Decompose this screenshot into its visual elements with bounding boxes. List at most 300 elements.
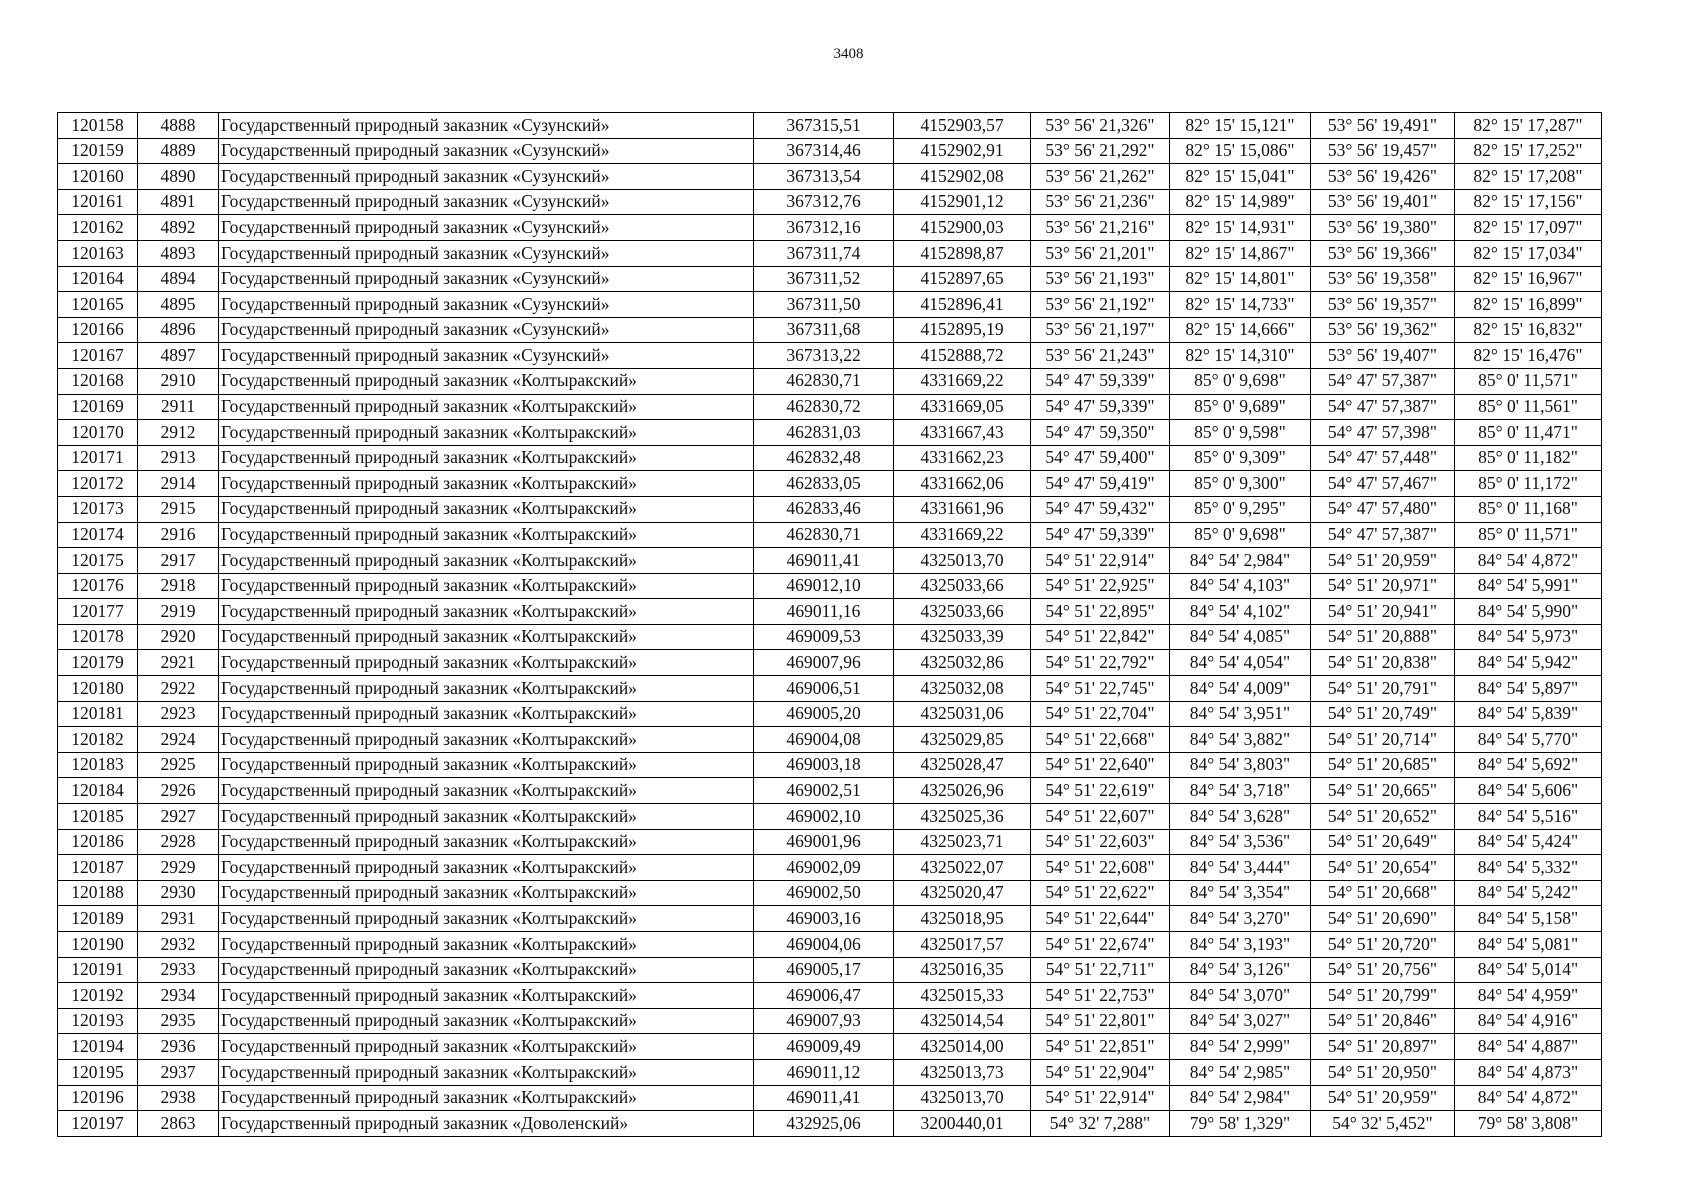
table-row [58,445,1602,471]
latitude-2-cell: 54° 51' 20,654" [1311,855,1455,881]
longitude-1-cell: 84° 54' 3,354" [1170,880,1311,906]
latitude-1-cell: 54° 51' 22,914" [1031,1085,1170,1111]
row-number-cell: 120160 [58,164,138,190]
latitude-1-cell: 54° 51' 22,640" [1031,752,1170,778]
row-number-cell: 120162 [58,215,138,241]
table-row [58,189,1602,215]
longitude-2-cell: 84° 54' 5,973" [1455,624,1602,650]
table-row [58,343,1602,369]
longitude-1-cell: 85° 0' 9,698" [1170,522,1311,548]
y-coordinate-cell: 4325023,71 [894,829,1031,855]
longitude-1-cell: 84° 54' 2,999" [1170,1034,1311,1060]
row-number-cell: 120191 [58,957,138,983]
y-coordinate-cell: 3200440,01 [894,1111,1031,1137]
y-coordinate-cell: 4325033,66 [894,573,1031,599]
table-body [58,113,1602,1137]
latitude-1-cell: 54° 47' 59,339" [1031,522,1170,548]
point-number-cell: 2917 [138,548,219,574]
table-row [58,292,1602,318]
latitude-1-cell: 54° 47' 59,419" [1031,471,1170,497]
latitude-1-cell: 54° 51' 22,895" [1031,599,1170,625]
latitude-1-cell: 54° 51' 22,711" [1031,957,1170,983]
table-row [58,573,1602,599]
y-coordinate-cell: 4325018,95 [894,906,1031,932]
reserve-name-cell: Государственный природный заказник «Колтыракский» [219,906,754,932]
latitude-2-cell: 54° 47' 57,467" [1311,471,1455,497]
latitude-1-cell: 54° 51' 22,619" [1031,778,1170,804]
longitude-1-cell: 85° 0' 9,295" [1170,496,1311,522]
x-coordinate-cell: 469011,16 [754,599,894,625]
y-coordinate-cell: 4152895,19 [894,317,1031,343]
latitude-1-cell: 54° 51' 22,851" [1031,1034,1170,1060]
longitude-1-cell: 84° 54' 3,070" [1170,983,1311,1009]
reserve-name-cell: Государственный природный заказник «Колтыракский» [219,880,754,906]
reserve-name-cell: Государственный природный заказник «Колтыракский» [219,624,754,650]
latitude-2-cell: 54° 51' 20,649" [1311,829,1455,855]
table-row [58,829,1602,855]
reserve-name-cell: Государственный природный заказник «Сузунский» [219,266,754,292]
x-coordinate-cell: 469005,20 [754,701,894,727]
y-coordinate-cell: 4325026,96 [894,778,1031,804]
latitude-2-cell: 54° 47' 57,448" [1311,445,1455,471]
row-number-cell: 120164 [58,266,138,292]
latitude-2-cell: 54° 51' 20,941" [1311,599,1455,625]
longitude-2-cell: 84° 54' 5,990" [1455,599,1602,625]
longitude-1-cell: 84° 54' 3,444" [1170,855,1311,881]
longitude-1-cell: 82° 15' 14,989" [1170,189,1311,215]
row-number-cell: 120165 [58,292,138,318]
longitude-2-cell: 82° 15' 17,287" [1455,113,1602,139]
latitude-2-cell: 54° 51' 20,714" [1311,727,1455,753]
latitude-2-cell: 54° 51' 20,791" [1311,676,1455,702]
longitude-1-cell: 85° 0' 9,309" [1170,445,1311,471]
x-coordinate-cell: 462830,71 [754,368,894,394]
longitude-1-cell: 84° 54' 3,803" [1170,752,1311,778]
latitude-1-cell: 54° 51' 22,914" [1031,548,1170,574]
x-coordinate-cell: 462831,03 [754,420,894,446]
point-number-cell: 4894 [138,266,219,292]
table-row [58,906,1602,932]
row-number-cell: 120184 [58,778,138,804]
y-coordinate-cell: 4325014,54 [894,1008,1031,1034]
row-number-cell: 120168 [58,368,138,394]
row-number-cell: 120181 [58,701,138,727]
reserve-name-cell: Государственный природный заказник «Колтыракский» [219,573,754,599]
y-coordinate-cell: 4325014,00 [894,1034,1031,1060]
longitude-1-cell: 85° 0' 9,698" [1170,368,1311,394]
row-number-cell: 120186 [58,829,138,855]
x-coordinate-cell: 469011,12 [754,1059,894,1085]
longitude-2-cell: 82° 15' 16,476" [1455,343,1602,369]
x-coordinate-cell: 469006,47 [754,983,894,1009]
y-coordinate-cell: 4331661,96 [894,496,1031,522]
point-number-cell: 2933 [138,957,219,983]
table-row [58,752,1602,778]
longitude-2-cell: 82° 15' 17,252" [1455,138,1602,164]
latitude-1-cell: 54° 47' 59,350" [1031,420,1170,446]
table-row [58,727,1602,753]
row-number-cell: 120187 [58,855,138,881]
y-coordinate-cell: 4331662,23 [894,445,1031,471]
longitude-1-cell: 82° 15' 14,931" [1170,215,1311,241]
reserve-name-cell: Государственный природный заказник «Колтыракский» [219,778,754,804]
point-number-cell: 2919 [138,599,219,625]
point-number-cell: 4893 [138,240,219,266]
longitude-1-cell: 84° 54' 3,027" [1170,1008,1311,1034]
point-number-cell: 4897 [138,343,219,369]
longitude-1-cell: 79° 58' 1,329" [1170,1111,1311,1137]
reserve-name-cell: Государственный природный заказник «Колтыракский» [219,983,754,1009]
latitude-1-cell: 53° 56' 21,262" [1031,164,1170,190]
point-number-cell: 4888 [138,113,219,139]
reserve-name-cell: Государственный природный заказник «Колтыракский» [219,1085,754,1111]
point-number-cell: 2930 [138,880,219,906]
row-number-cell: 120174 [58,522,138,548]
y-coordinate-cell: 4325013,70 [894,1085,1031,1111]
x-coordinate-cell: 367311,52 [754,266,894,292]
latitude-2-cell: 54° 32' 5,452" [1311,1111,1455,1137]
latitude-2-cell: 54° 51' 20,799" [1311,983,1455,1009]
point-number-cell: 2912 [138,420,219,446]
x-coordinate-cell: 462832,48 [754,445,894,471]
longitude-2-cell: 84° 54' 5,692" [1455,752,1602,778]
point-number-cell: 2920 [138,624,219,650]
reserve-name-cell: Государственный природный заказник «Сузунский» [219,138,754,164]
table-row [58,266,1602,292]
x-coordinate-cell: 462830,71 [754,522,894,548]
y-coordinate-cell: 4325033,66 [894,599,1031,625]
longitude-1-cell: 82° 15' 14,867" [1170,240,1311,266]
table-row [58,701,1602,727]
latitude-2-cell: 54° 47' 57,480" [1311,496,1455,522]
y-coordinate-cell: 4331669,22 [894,522,1031,548]
point-number-cell: 2938 [138,1085,219,1111]
x-coordinate-cell: 469002,50 [754,880,894,906]
y-coordinate-cell: 4331667,43 [894,420,1031,446]
row-number-cell: 120180 [58,676,138,702]
row-number-cell: 120170 [58,420,138,446]
latitude-2-cell: 54° 51' 20,950" [1311,1059,1455,1085]
x-coordinate-cell: 469002,09 [754,855,894,881]
y-coordinate-cell: 4325029,85 [894,727,1031,753]
row-number-cell: 120166 [58,317,138,343]
longitude-1-cell: 84° 54' 4,009" [1170,676,1311,702]
x-coordinate-cell: 469005,17 [754,957,894,983]
longitude-2-cell: 82° 15' 17,208" [1455,164,1602,190]
longitude-2-cell: 82° 15' 17,156" [1455,189,1602,215]
reserve-name-cell: Государственный природный заказник «Колтыракский» [219,394,754,420]
table-row [58,855,1602,881]
latitude-2-cell: 54° 47' 57,387" [1311,522,1455,548]
x-coordinate-cell: 462833,46 [754,496,894,522]
longitude-1-cell: 82° 15' 15,041" [1170,164,1311,190]
longitude-1-cell: 85° 0' 9,300" [1170,471,1311,497]
y-coordinate-cell: 4331669,05 [894,394,1031,420]
latitude-2-cell: 53° 56' 19,426" [1311,164,1455,190]
x-coordinate-cell: 367312,76 [754,189,894,215]
longitude-1-cell: 82° 15' 14,666" [1170,317,1311,343]
longitude-1-cell: 85° 0' 9,689" [1170,394,1311,420]
x-coordinate-cell: 469012,10 [754,573,894,599]
point-number-cell: 2913 [138,445,219,471]
table-row [58,496,1602,522]
reserve-name-cell: Государственный природный заказник «Колтыракский» [219,420,754,446]
longitude-1-cell: 84° 54' 4,054" [1170,650,1311,676]
row-number-cell: 120159 [58,138,138,164]
longitude-2-cell: 85° 0' 11,168" [1455,496,1602,522]
row-number-cell: 120178 [58,624,138,650]
longitude-2-cell: 84° 54' 4,916" [1455,1008,1602,1034]
table-row [58,138,1602,164]
longitude-1-cell: 84° 54' 3,951" [1170,701,1311,727]
latitude-1-cell: 53° 56' 21,193" [1031,266,1170,292]
table-row [58,240,1602,266]
reserve-name-cell: Государственный природный заказник «Сузунский» [219,317,754,343]
longitude-1-cell: 84° 54' 4,103" [1170,573,1311,599]
point-number-cell: 2925 [138,752,219,778]
latitude-1-cell: 54° 51' 22,674" [1031,932,1170,958]
point-number-cell: 2929 [138,855,219,881]
row-number-cell: 120177 [58,599,138,625]
x-coordinate-cell: 469011,41 [754,1085,894,1111]
latitude-1-cell: 54° 51' 22,792" [1031,650,1170,676]
row-number-cell: 120197 [58,1111,138,1137]
longitude-2-cell: 79° 58' 3,808" [1455,1111,1602,1137]
latitude-2-cell: 53° 56' 19,362" [1311,317,1455,343]
y-coordinate-cell: 4325028,47 [894,752,1031,778]
reserve-name-cell: Государственный природный заказник «Колтыракский» [219,957,754,983]
x-coordinate-cell: 462833,05 [754,471,894,497]
longitude-1-cell: 84° 54' 3,628" [1170,804,1311,830]
table-row [58,983,1602,1009]
table-row [58,420,1602,446]
x-coordinate-cell: 367311,50 [754,292,894,318]
longitude-1-cell: 84° 54' 3,270" [1170,906,1311,932]
row-number-cell: 120182 [58,727,138,753]
x-coordinate-cell: 469003,18 [754,752,894,778]
reserve-name-cell: Государственный природный заказник «Колтыракский» [219,727,754,753]
x-coordinate-cell: 367313,22 [754,343,894,369]
point-number-cell: 2923 [138,701,219,727]
row-number-cell: 120171 [58,445,138,471]
reserve-name-cell: Государственный природный заказник «Колтыракский» [219,855,754,881]
reserve-name-cell: Государственный природный заказник «Колтыракский» [219,368,754,394]
reserve-name-cell: Государственный природный заказник «Колтыракский» [219,471,754,497]
x-coordinate-cell: 469001,96 [754,829,894,855]
latitude-1-cell: 54° 51' 22,603" [1031,829,1170,855]
reserve-name-cell: Государственный природный заказник «Колтыракский» [219,1008,754,1034]
longitude-1-cell: 84° 54' 3,193" [1170,932,1311,958]
point-number-cell: 2936 [138,1034,219,1060]
reserve-name-cell: Государственный природный заказник «Колтыракский» [219,445,754,471]
longitude-1-cell: 84° 54' 2,984" [1170,548,1311,574]
reserve-name-cell: Государственный природный заказник «Колтыракский» [219,701,754,727]
longitude-2-cell: 85° 0' 11,471" [1455,420,1602,446]
point-number-cell: 2927 [138,804,219,830]
reserve-name-cell: Государственный природный заказник «Колтыракский» [219,599,754,625]
x-coordinate-cell: 367314,46 [754,138,894,164]
latitude-2-cell: 53° 56' 19,380" [1311,215,1455,241]
table-row [58,394,1602,420]
x-coordinate-cell: 367315,51 [754,113,894,139]
longitude-2-cell: 84° 54' 5,991" [1455,573,1602,599]
reserve-name-cell: Государственный природный заказник «Колтыракский» [219,829,754,855]
y-coordinate-cell: 4325015,33 [894,983,1031,1009]
point-number-cell: 2928 [138,829,219,855]
reserve-name-cell: Государственный природный заказник «Доволенский» [219,1111,754,1137]
latitude-2-cell: 54° 47' 57,387" [1311,368,1455,394]
longitude-2-cell: 82° 15' 17,097" [1455,215,1602,241]
longitude-2-cell: 84° 54' 5,158" [1455,906,1602,932]
longitude-2-cell: 85° 0' 11,182" [1455,445,1602,471]
reserve-name-cell: Государственный природный заказник «Колтыракский» [219,752,754,778]
longitude-2-cell: 84° 54' 5,942" [1455,650,1602,676]
latitude-2-cell: 53° 56' 19,457" [1311,138,1455,164]
y-coordinate-cell: 4152898,87 [894,240,1031,266]
row-number-cell: 120167 [58,343,138,369]
longitude-2-cell: 82° 15' 17,034" [1455,240,1602,266]
longitude-1-cell: 82° 15' 14,310" [1170,343,1311,369]
y-coordinate-cell: 4325031,06 [894,701,1031,727]
row-number-cell: 120190 [58,932,138,958]
page-number: 3408 [833,46,864,62]
latitude-1-cell: 54° 51' 22,925" [1031,573,1170,599]
latitude-1-cell: 54° 51' 22,745" [1031,676,1170,702]
latitude-2-cell: 54° 51' 20,749" [1311,701,1455,727]
x-coordinate-cell: 469002,51 [754,778,894,804]
longitude-2-cell: 84° 54' 4,872" [1455,548,1602,574]
point-number-cell: 2922 [138,676,219,702]
y-coordinate-cell: 4325020,47 [894,880,1031,906]
latitude-1-cell: 53° 56' 21,197" [1031,317,1170,343]
y-coordinate-cell: 4331662,06 [894,471,1031,497]
row-number-cell: 120173 [58,496,138,522]
y-coordinate-cell: 4325032,08 [894,676,1031,702]
longitude-1-cell: 84° 54' 3,718" [1170,778,1311,804]
reserve-name-cell: Государственный природный заказник «Сузунский» [219,113,754,139]
reserve-name-cell: Государственный природный заказник «Сузунский» [219,189,754,215]
row-number-cell: 120194 [58,1034,138,1060]
table-row [58,676,1602,702]
row-number-cell: 120183 [58,752,138,778]
longitude-2-cell: 84° 54' 5,897" [1455,676,1602,702]
longitude-1-cell: 82° 15' 15,121" [1170,113,1311,139]
y-coordinate-cell: 4152888,72 [894,343,1031,369]
y-coordinate-cell: 4325033,39 [894,624,1031,650]
longitude-2-cell: 85° 0' 11,571" [1455,522,1602,548]
row-number-cell: 120185 [58,804,138,830]
point-number-cell: 4889 [138,138,219,164]
reserve-name-cell: Государственный природный заказник «Колтыракский» [219,1034,754,1060]
table-row [58,164,1602,190]
longitude-2-cell: 84° 54' 5,606" [1455,778,1602,804]
latitude-2-cell: 54° 51' 20,720" [1311,932,1455,958]
reserve-name-cell: Государственный природный заказник «Колтыракский» [219,804,754,830]
latitude-2-cell: 53° 56' 19,357" [1311,292,1455,318]
latitude-2-cell: 53° 56' 19,491" [1311,113,1455,139]
row-number-cell: 120189 [58,906,138,932]
row-number-cell: 120196 [58,1085,138,1111]
latitude-2-cell: 53° 56' 19,366" [1311,240,1455,266]
table-row [58,215,1602,241]
y-coordinate-cell: 4325017,57 [894,932,1031,958]
table-row [58,932,1602,958]
point-number-cell: 2924 [138,727,219,753]
latitude-1-cell: 53° 56' 21,201" [1031,240,1170,266]
reserve-name-cell: Государственный природный заказник «Колтыракский» [219,1059,754,1085]
y-coordinate-cell: 4331669,22 [894,368,1031,394]
reserve-name-cell: Государственный природный заказник «Колтыракский» [219,650,754,676]
latitude-1-cell: 53° 56' 21,243" [1031,343,1170,369]
point-number-cell: 2915 [138,496,219,522]
latitude-2-cell: 54° 51' 20,690" [1311,906,1455,932]
point-number-cell: 2914 [138,471,219,497]
longitude-1-cell: 84° 54' 2,985" [1170,1059,1311,1085]
point-number-cell: 4896 [138,317,219,343]
longitude-2-cell: 84° 54' 4,959" [1455,983,1602,1009]
latitude-2-cell: 53° 56' 19,407" [1311,343,1455,369]
latitude-1-cell: 54° 51' 22,668" [1031,727,1170,753]
y-coordinate-cell: 4325013,73 [894,1059,1031,1085]
point-number-cell: 2916 [138,522,219,548]
latitude-2-cell: 54° 51' 20,838" [1311,650,1455,676]
point-number-cell: 2932 [138,932,219,958]
longitude-1-cell: 84° 54' 2,984" [1170,1085,1311,1111]
longitude-2-cell: 85° 0' 11,561" [1455,394,1602,420]
reserve-name-cell: Государственный природный заказник «Колтыракский» [219,522,754,548]
longitude-1-cell: 82° 15' 15,086" [1170,138,1311,164]
latitude-2-cell: 54° 51' 20,959" [1311,1085,1455,1111]
reserve-name-cell: Государственный природный заказник «Сузунский» [219,240,754,266]
x-coordinate-cell: 367311,74 [754,240,894,266]
row-number-cell: 120179 [58,650,138,676]
table-row [58,522,1602,548]
table-row [58,957,1602,983]
x-coordinate-cell: 469009,49 [754,1034,894,1060]
y-coordinate-cell: 4152901,12 [894,189,1031,215]
table-row [58,1111,1602,1137]
latitude-1-cell: 53° 56' 21,236" [1031,189,1170,215]
row-number-cell: 120193 [58,1008,138,1034]
y-coordinate-cell: 4325022,07 [894,855,1031,881]
point-number-cell: 4895 [138,292,219,318]
reserve-name-cell: Государственный природный заказник «Сузунский» [219,215,754,241]
reserve-name-cell: Государственный природный заказник «Сузунский» [219,292,754,318]
longitude-2-cell: 84° 54' 5,770" [1455,727,1602,753]
reserve-name-cell: Государственный природный заказник «Сузунский» [219,164,754,190]
table-row [58,1059,1602,1085]
y-coordinate-cell: 4152902,91 [894,138,1031,164]
table-row [58,368,1602,394]
table-row [58,599,1602,625]
reserve-name-cell: Государственный природный заказник «Колтыракский» [219,548,754,574]
row-number-cell: 120172 [58,471,138,497]
latitude-1-cell: 54° 47' 59,339" [1031,368,1170,394]
table-row [58,1008,1602,1034]
longitude-1-cell: 85° 0' 9,598" [1170,420,1311,446]
x-coordinate-cell: 469006,51 [754,676,894,702]
longitude-2-cell: 84° 54' 5,424" [1455,829,1602,855]
latitude-1-cell: 54° 51' 22,801" [1031,1008,1170,1034]
table-row [58,317,1602,343]
row-number-cell: 120188 [58,880,138,906]
longitude-1-cell: 84° 54' 4,102" [1170,599,1311,625]
latitude-1-cell: 54° 47' 59,400" [1031,445,1170,471]
point-number-cell: 2921 [138,650,219,676]
latitude-1-cell: 54° 51' 22,608" [1031,855,1170,881]
longitude-1-cell: 84° 54' 4,085" [1170,624,1311,650]
point-number-cell: 2934 [138,983,219,1009]
